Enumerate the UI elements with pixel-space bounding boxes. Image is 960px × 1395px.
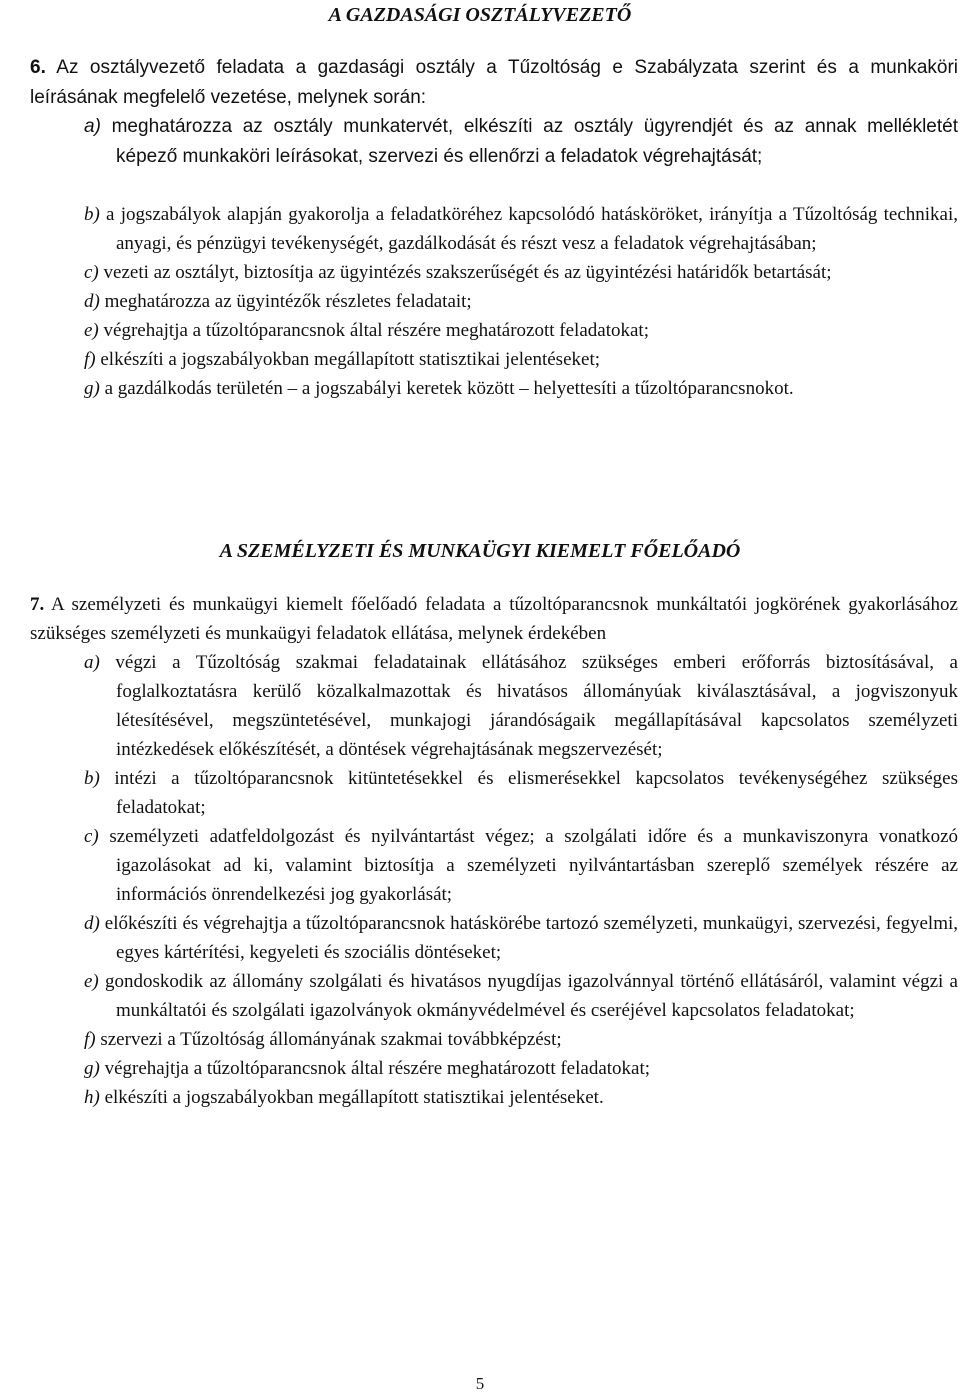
list-item: e) gondoskodik az állomány szolgálati és hivatásos nyugdíjas igazolvánnyal történő ellátásáról, valamint végzi a munkáltatói és szolgálati igazolványok okmányvédelmével és cseréjével kapcsolatos feladatokat;	[84, 971, 958, 1021]
section-6	[30, 53, 958, 171]
list-item: h) elkészíti a jogszabályokban megállapított statisztikai jelentéseket.	[84, 1087, 604, 1108]
list-item: a) meghatározza az osztály munkatervét, elkészíti az osztály ügyrendjét és az annak mellékletét képező munkaköri leírásokat, szervezi és ellenőrzi a feladatok végrehajtását;	[84, 116, 958, 167]
section-6-continued	[30, 200, 958, 403]
list-item: b) a jogszabályok alapján gyakorolja a feladatköréhez kapcsolódó hatásköröket, irányítja a Tűzoltóság technikai, anyagi, és pénzügyi tevékenységét, gazdálkodását és részt vesz a feladatok végrehajtásában;	[84, 204, 958, 254]
list-item: f) elkészíti a jogszabályokban megállapított statisztikai jelentéseket;	[84, 349, 600, 370]
section-7	[30, 590, 958, 1112]
section-7-heading: A SZEMÉLYZETI ÉS MUNKAÜGYI KIEMELT FŐELŐADÓ	[219, 540, 741, 562]
list-item: e) végrehajtja a tűzoltóparancsnok által részére meghatározott feladatokat;	[84, 320, 649, 341]
list-item: g) a gazdálkodás területén – a jogszabályi keretek között – helyettesíti a tűzoltóparancsnokot.	[84, 378, 794, 399]
section-6-list-continued	[30, 200, 958, 403]
section-7-number: 7.	[30, 594, 45, 615]
section-6-intro: 6. Az osztályvezető feladata a gazdasági osztály a Tűzoltóság e Szabályzata szerint és a munkaköri leírásának megfelelő vezetése, melynek során:	[30, 57, 958, 108]
section-6-list	[30, 112, 958, 171]
section-6-number: 6.	[30, 57, 46, 78]
list-item: c) személyzeti adatfeldolgozást és nyilvántartást végez; a szolgálati időre és a munkaviszonyra vonatkozó igazolásokat ad ki, valamint biztosítja a személyzeti nyilvántartásban szereplő személyek részére az információs önrendelkezési jog gyakorlását;	[84, 826, 959, 905]
list-item: f) szervezi a Tűzoltóság állományának szakmai továbbképzést;	[84, 1029, 562, 1050]
section-6-heading: A GAZDASÁGI OSZTÁLYVEZETŐ	[328, 4, 632, 26]
page-number: 5	[475, 1374, 485, 1393]
list-item: g) végrehajtja a tűzoltóparancsnok által részére meghatározott feladatokat;	[84, 1058, 651, 1079]
list-item: d) előkészíti és végrehajtja a tűzoltóparancsnok hatáskörébe tartozó személyzeti, munkaügyi, szervezési, fegyelmi, egyes kártérítési, kegyeleti és szociális döntéseket;	[84, 913, 959, 963]
list-item: c) vezeti az osztályt, biztosítja az ügyintézés szakszerűségét és az ügyintézési határidők betartását;	[84, 262, 832, 283]
list-item: b) intézi a tűzoltóparancsnok kitüntetésekkel és elismerésekkel kapcsolatos tevékenységéhez szükséges feladatokat;	[84, 768, 958, 818]
list-item: d) meghatározza az ügyintézők részletes feladatait;	[84, 291, 472, 312]
section-7-intro: 7. A személyzeti és munkaügyi kiemelt főelőadó feladata a tűzoltóparancsnok munkáltatói jogkörének gyakorlásához szükséges személyzeti és munkaügyi feladatok ellátása, melynek érdekében	[30, 594, 958, 644]
section-7-list	[30, 648, 958, 1112]
list-item: a) végzi a Tűzoltóság szakmai feladatainak ellátásához szükséges emberi erőforrás biztosításával, a foglalkoztatásra kerülő közalkalmazottak és hivatásos állományúak kiválasztásával, a jogviszonyuk létesítésével, megszüntetésével, munkajogi járandóságaik megállapításával kapcsolatos személyzeti intézkedések előkészítését, a döntések végrehajtásának megszervezését;	[84, 652, 958, 760]
